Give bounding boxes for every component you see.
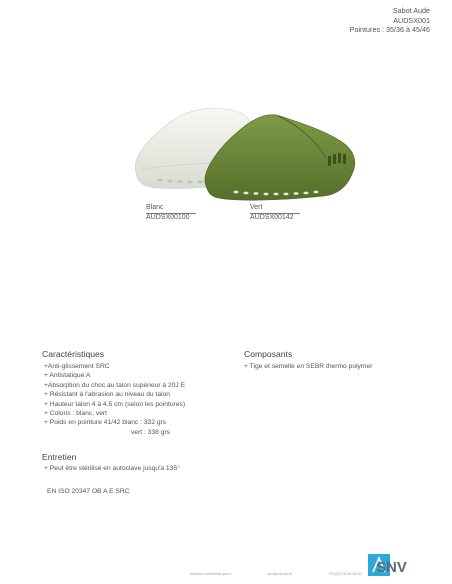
snv-logo	[368, 552, 428, 578]
components-list	[244, 362, 372, 371]
maintenance-title: Entretien	[42, 452, 77, 462]
product-name: Sabot Aude	[392, 6, 430, 15]
components-title: Composants	[244, 349, 293, 359]
characteristics-list	[44, 362, 185, 437]
list-item: + Antistatique A	[44, 372, 91, 380]
product-image	[128, 104, 358, 204]
list-item: +Anti-glissement SRC	[44, 363, 110, 370]
variant-ref: AUDSX00100	[146, 213, 190, 221]
variant-name: Blanc	[146, 204, 196, 214]
footer-phone: +33 (0)4 00 00 00 00	[327, 572, 362, 576]
list-item: +Absorption du choc au talon supérieur à 20J E	[44, 381, 186, 389]
footer-email[interactable]: snv@snv-pro.fr	[267, 572, 292, 576]
clogs-illustration	[128, 104, 358, 204]
norm-text: EN ISO 20347 OB A E SRC	[47, 488, 130, 495]
product-reference: AUDSX001	[393, 15, 430, 25]
list-item: + Peut être stérilisé en autoclave jusqu'à 135°	[44, 465, 180, 472]
product-sizes: Pointures : 35/36 à 45/46	[349, 25, 430, 35]
characteristics-title: Caractéristiques	[42, 349, 105, 359]
document-header	[350, 6, 430, 35]
list-item: + Poids en pointure 41/42 blanc : 332 grs	[44, 419, 167, 427]
variant-caption-green	[250, 204, 300, 222]
maintenance-list	[44, 464, 180, 473]
variant-name: Vert	[250, 204, 300, 214]
list-item: vert : 338 grs	[131, 428, 171, 436]
logo-text: SNV	[376, 559, 407, 576]
variant-caption-white	[146, 204, 196, 222]
list-item: + Résistant à l'abrasion au niveau du talon	[44, 391, 171, 399]
variant-ref: AUDSX00142	[250, 213, 294, 221]
footer-website[interactable]: www.snv-vetements-pro.fr	[190, 572, 232, 576]
list-item: + Coloris : blanc, vert	[44, 410, 107, 418]
list-item: + Hauteur talon 4 à 4.5 cm (selon les pointures)	[44, 400, 186, 408]
footer	[190, 572, 361, 576]
list-item: + Tige et semelle en SEBR thermo polymer	[244, 363, 373, 370]
